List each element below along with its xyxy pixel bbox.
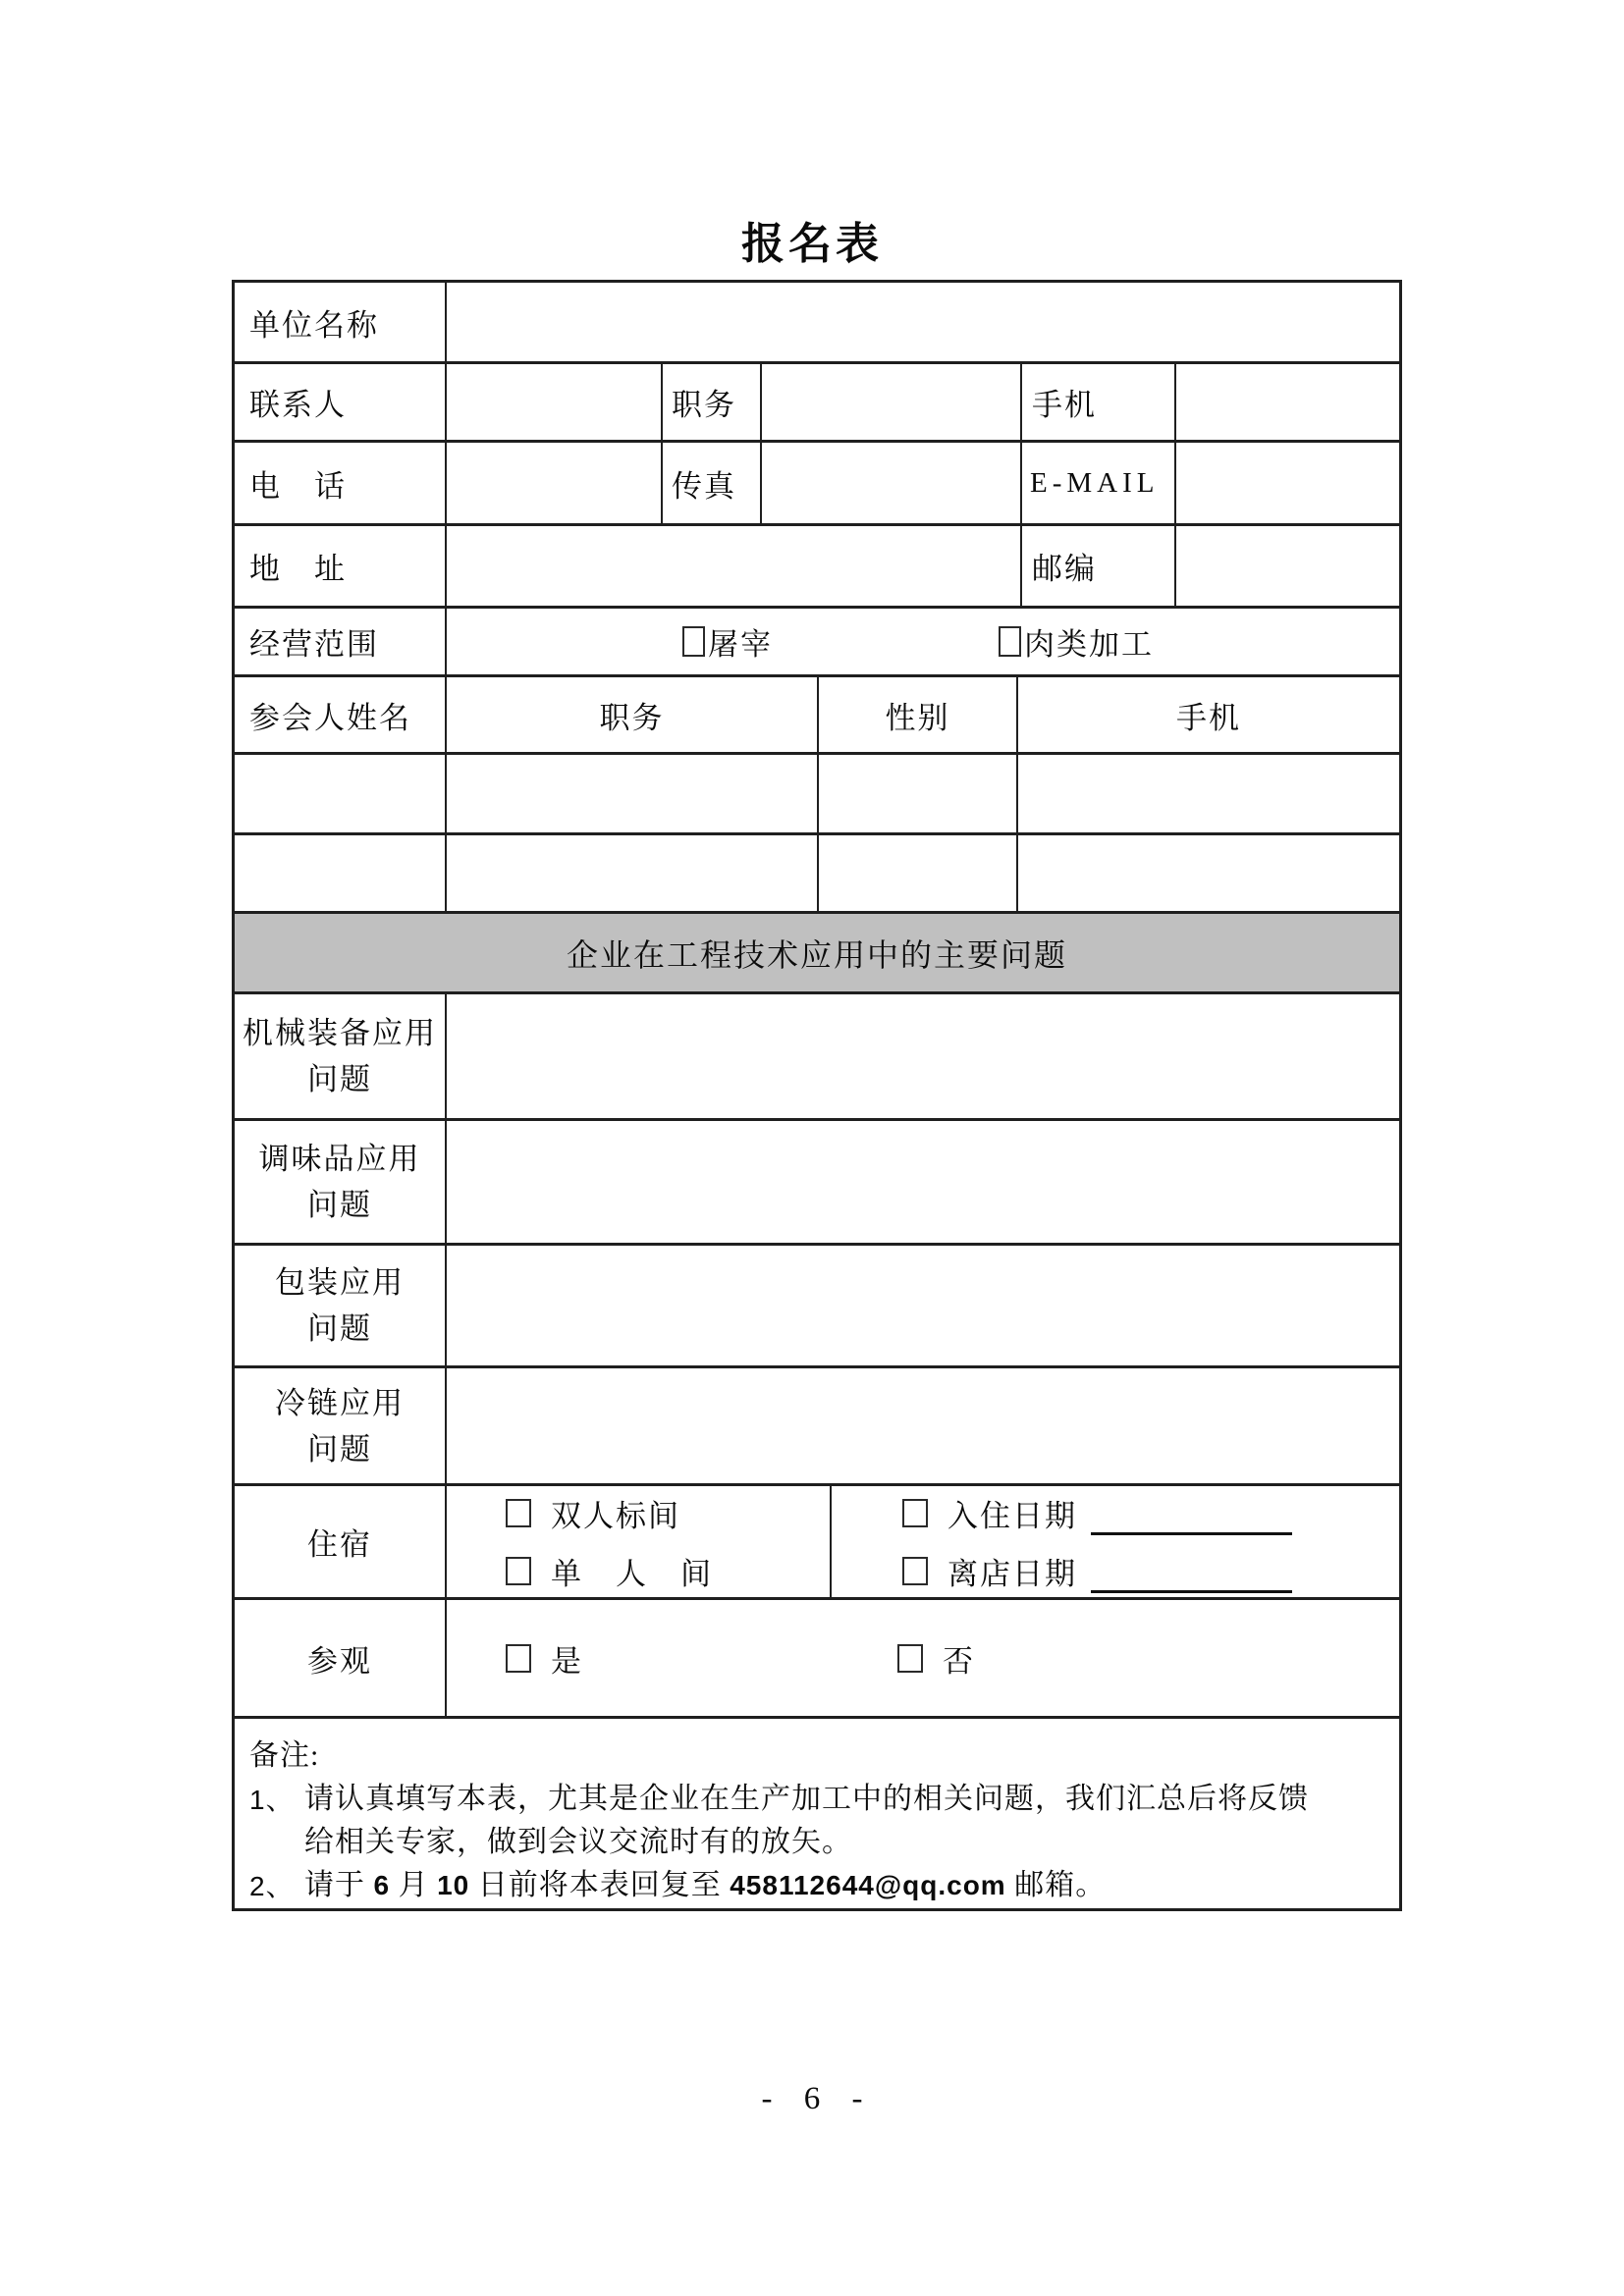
scope-option-slaughter-label: 屠宰 bbox=[708, 627, 773, 662]
seasoning-problem-line1: 调味品应用 bbox=[258, 1142, 421, 1176]
page-number: - 6 - bbox=[761, 2081, 863, 2116]
visit-option-no-label: 否 bbox=[943, 1643, 975, 1679]
table-row-machinery-problem bbox=[235, 991, 1399, 1118]
packaging-problem-line2: 问题 bbox=[307, 1311, 372, 1346]
business-scope-options bbox=[445, 609, 1399, 674]
attendee-row bbox=[235, 752, 1399, 832]
coldchain-problem-line1: 冷链应用 bbox=[275, 1385, 405, 1420]
table-row-remarks bbox=[235, 1716, 1399, 1908]
contact-mobile-label: 手机 bbox=[1020, 364, 1174, 440]
checkin-date-label: 入住日期 bbox=[947, 1498, 1077, 1533]
room-double-label: 双人标间 bbox=[551, 1498, 680, 1533]
contact-label: 联系人 bbox=[249, 388, 347, 422]
date-options bbox=[830, 1486, 1399, 1597]
attendee-gender-input[interactable] bbox=[817, 755, 1016, 832]
checkbox-icon[interactable] bbox=[897, 1644, 923, 1673]
remarks-item-2 bbox=[249, 1864, 1376, 1908]
table-row-unit-name bbox=[235, 283, 1399, 361]
remark-2-text: 月 bbox=[390, 1869, 438, 1901]
remark-text bbox=[304, 1864, 1376, 1907]
address-input[interactable] bbox=[445, 526, 1020, 606]
contact-mobile-input[interactable] bbox=[1174, 364, 1399, 440]
fax-label: 传真 bbox=[661, 443, 760, 523]
table-row-business-scope bbox=[235, 606, 1399, 674]
registration-table bbox=[232, 280, 1402, 1911]
machinery-problem-line2: 问题 bbox=[307, 1062, 372, 1096]
attendee-mobile-header: 手机 bbox=[1016, 677, 1399, 752]
table-row-packaging-problem bbox=[235, 1243, 1399, 1365]
scope-option-meat-processing bbox=[999, 619, 1154, 664]
contact-position-label: 职务 bbox=[661, 364, 760, 440]
page-title: 报名表 bbox=[741, 220, 883, 268]
fax-input[interactable] bbox=[760, 443, 1020, 523]
checkbox-icon[interactable] bbox=[506, 1644, 531, 1673]
accommodation-label: 住宿 bbox=[307, 1527, 372, 1562]
remarks-cell bbox=[235, 1719, 1399, 1908]
seasoning-problem-input[interactable] bbox=[445, 1121, 1399, 1243]
checkout-date-label: 离店日期 bbox=[947, 1556, 1077, 1591]
room-single-label: 单 人 间 bbox=[551, 1556, 713, 1591]
seasoning-problem-label bbox=[235, 1121, 445, 1243]
room-option-double bbox=[506, 1491, 830, 1535]
checkbox-icon[interactable] bbox=[999, 626, 1021, 657]
table-row-attendee-header bbox=[235, 674, 1399, 752]
checkbox-icon[interactable] bbox=[506, 1557, 531, 1585]
visit-options bbox=[445, 1600, 1399, 1716]
remark-2-text: 请于 bbox=[304, 1869, 374, 1901]
scope-option-meat-label: 肉类加工 bbox=[1024, 627, 1154, 662]
attendee-position-header: 职务 bbox=[445, 677, 817, 752]
deadline-day-number: 10 bbox=[437, 1870, 470, 1900]
attendee-name-input[interactable] bbox=[235, 835, 445, 911]
attendee-row bbox=[235, 832, 1399, 911]
machinery-problem-line1: 机械装备应用 bbox=[243, 1016, 437, 1050]
remark-number: 2、 bbox=[249, 1871, 295, 1901]
checkbox-icon[interactable] bbox=[902, 1499, 928, 1527]
attendee-name-header: 参会人姓名 bbox=[249, 700, 411, 735]
visit-option-yes-label: 是 bbox=[551, 1643, 583, 1679]
phone-label: 电 话 bbox=[249, 468, 347, 504]
reply-email-address: 458112644@qq.com bbox=[730, 1870, 1006, 1900]
coldchain-problem-line2: 问题 bbox=[307, 1431, 372, 1467]
table-row-seasoning-problem bbox=[235, 1118, 1399, 1243]
remark-number: 1、 bbox=[249, 1785, 295, 1815]
remarks-item-1 bbox=[249, 1778, 1376, 1864]
checkbox-icon[interactable] bbox=[506, 1499, 531, 1527]
room-option-single bbox=[506, 1549, 830, 1593]
attendee-position-input[interactable] bbox=[445, 835, 817, 911]
table-row-address bbox=[235, 523, 1399, 606]
packaging-problem-label bbox=[235, 1246, 445, 1365]
packaging-problem-input[interactable] bbox=[445, 1246, 1399, 1365]
room-options bbox=[445, 1486, 830, 1597]
seasoning-problem-line2: 问题 bbox=[307, 1188, 372, 1222]
remark-2-text: 日前将本表回复至 bbox=[469, 1869, 731, 1901]
remark-text bbox=[304, 1778, 1376, 1864]
unit-name-label: 单位名称 bbox=[249, 307, 379, 343]
email-label: E-MAIL bbox=[1020, 443, 1174, 523]
remark-1-line-1: 请认真填写本表，尤其是企业在生产加工中的相关问题，我们汇总后将反馈 bbox=[304, 1783, 1309, 1815]
remark-2-text: 邮箱。 bbox=[1005, 1869, 1107, 1901]
checkout-date-option bbox=[902, 1549, 1399, 1593]
phone-input[interactable] bbox=[445, 443, 661, 523]
checkout-date-fill-in-line[interactable] bbox=[1091, 1564, 1292, 1593]
packaging-problem-line1: 包装应用 bbox=[275, 1265, 405, 1300]
postcode-input[interactable] bbox=[1174, 526, 1399, 606]
checkin-date-fill-in-line[interactable] bbox=[1091, 1506, 1292, 1535]
attendee-gender-header: 性别 bbox=[817, 677, 1016, 752]
attendee-mobile-input[interactable] bbox=[1016, 755, 1399, 832]
checkin-date-option bbox=[902, 1491, 1399, 1535]
checkbox-icon[interactable] bbox=[902, 1557, 928, 1585]
attendee-name-input[interactable] bbox=[235, 755, 445, 832]
table-row-phone bbox=[235, 440, 1399, 523]
table-row-visit bbox=[235, 1597, 1399, 1716]
email-input[interactable] bbox=[1174, 443, 1399, 523]
address-label: 地 址 bbox=[249, 552, 347, 586]
business-scope-label: 经营范围 bbox=[249, 627, 379, 662]
table-row-section-header bbox=[235, 911, 1399, 991]
unit-name-input[interactable] bbox=[445, 283, 1399, 361]
machinery-problem-label bbox=[235, 994, 445, 1118]
contact-input[interactable] bbox=[445, 364, 661, 440]
attendee-mobile-input[interactable] bbox=[1016, 835, 1399, 911]
table-row-contact bbox=[235, 361, 1399, 440]
contact-position-input[interactable] bbox=[760, 364, 1020, 440]
table-row-accommodation bbox=[235, 1483, 1399, 1597]
coldchain-problem-input[interactable] bbox=[445, 1368, 1399, 1483]
postcode-label: 邮编 bbox=[1020, 526, 1174, 606]
visit-label: 参观 bbox=[307, 1643, 372, 1679]
remark-1-line-2: 给相关专家，做到会议交流时有的放矢。 bbox=[304, 1826, 852, 1858]
scope-option-slaughter bbox=[682, 619, 773, 664]
attendee-position-input[interactable] bbox=[445, 755, 817, 832]
checkbox-icon[interactable] bbox=[682, 626, 705, 657]
problems-section-header: 企业在工程技术应用中的主要问题 bbox=[566, 936, 1067, 973]
attendee-gender-input[interactable] bbox=[817, 835, 1016, 911]
coldchain-problem-label bbox=[235, 1368, 445, 1483]
remarks-heading: 备注: bbox=[249, 1739, 320, 1772]
table-row-coldchain-problem bbox=[235, 1365, 1399, 1483]
machinery-problem-input[interactable] bbox=[445, 994, 1399, 1118]
deadline-month-number: 6 bbox=[373, 1870, 391, 1900]
